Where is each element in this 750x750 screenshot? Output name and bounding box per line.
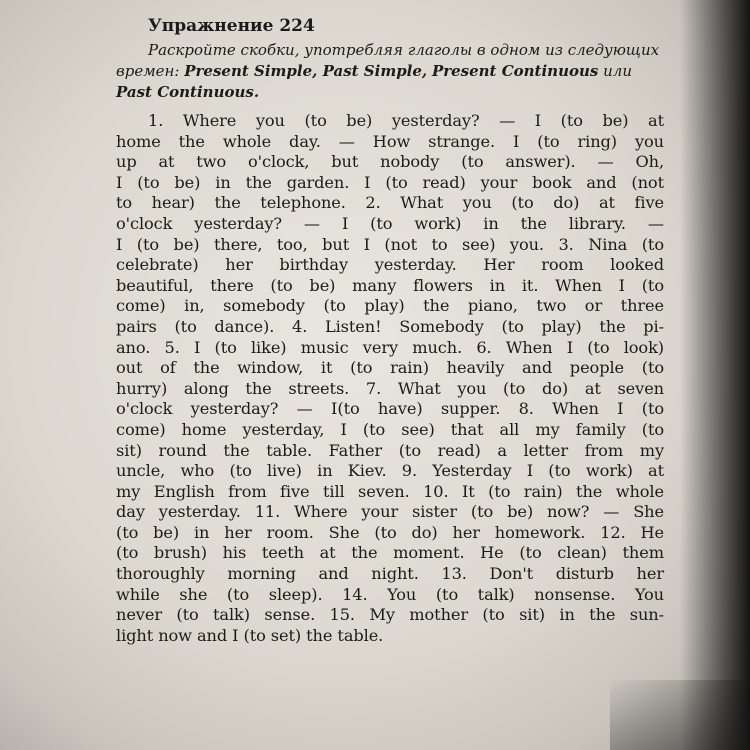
text-line: (to brush) his teeth at the moment. He (to clean) them: [116, 543, 664, 563]
text-line: light now and I (to set) the table.: [116, 625, 384, 645]
text-line: 1. Where you (to be) yesterday? — I (to be) at: [148, 111, 664, 130]
text-line: ano. 5. I (to like) music very much. 6. When I (to look): [116, 337, 664, 357]
text-line: never (to talk) sense. 15. My mother (to sit) in the sun-: [116, 605, 664, 625]
text-line: uncle, who (to live) in Kiev. 9. Yesterday I (to work) at: [116, 461, 664, 481]
text-line: I (to be) there, too, but I (not to see) you. 3. Nina (to: [116, 234, 664, 254]
text-line: come) home yesterday, I (to see) that all my family (to: [116, 419, 664, 439]
instruction-tenses-2b: Past Continuous.: [116, 83, 260, 101]
text-line: home the whole day. — How strange. I (to ring) you: [116, 131, 664, 151]
text-line: o'clock yesterday? — I(to have) supper. 8. When I (to: [116, 399, 664, 419]
exercise-body: [116, 111, 664, 646]
text-line: hurry) along the streets. 7. What you (to do) at seven: [116, 378, 664, 398]
text-line: come) in, somebody (to play) the piano, two or three: [116, 296, 664, 316]
instruction-tenses-1: Present Simple, Past Simple,: [184, 62, 428, 80]
text-line: day yesterday. 11. Where your sister (to be) now? — She: [116, 502, 664, 522]
text-line: celebrate) her birthday yesterday. Her room looked: [116, 255, 664, 275]
text-line: sit) round the table. Father (to read) a letter from my: [116, 440, 664, 460]
instruction-text-2: из следующих времен:: [116, 41, 660, 80]
instruction-or: или: [603, 62, 633, 80]
text-line: beautiful, there (to be) many flowers in it. When I (to: [116, 275, 664, 295]
textbook-page: [116, 14, 664, 646]
text-line: I (to be) in the garden. I (to read) your book and (not: [116, 172, 664, 192]
text-line: o'clock yesterday? — I (to work) in the library. —: [116, 213, 664, 233]
text-line: up at two o'clock, but nobody (to answer). — Oh,: [116, 152, 664, 172]
text-line: thoroughly morning and night. 13. Don't disturb her: [116, 564, 664, 584]
text-line: my English from five till seven. 10. It (to rain) the whole: [116, 481, 664, 501]
text-line: to hear) the telephone. 2. What you (to do) at five: [116, 193, 664, 213]
instruction-text-1: Раскройте скобки, употребляя глаголы в одном: [148, 41, 541, 59]
exercise-title: Упражнение 224: [148, 16, 315, 36]
page-shadow-corner: [610, 680, 750, 750]
exercise-instruction: [116, 40, 664, 103]
instruction-tenses-2a: Present Continuous: [431, 62, 599, 80]
text-line: out of the window, it (to rain) heavily and people (to: [116, 358, 664, 378]
text-line: pairs (to dance). 4. Listen! Somebody (to play) the pi-: [116, 316, 664, 336]
text-line: while she (to sleep). 14. You (to talk) nonsense. You: [116, 584, 664, 604]
page-shadow-edge: [680, 0, 750, 750]
text-line: (to be) in her room. She (to do) her homework. 12. He: [116, 522, 664, 542]
